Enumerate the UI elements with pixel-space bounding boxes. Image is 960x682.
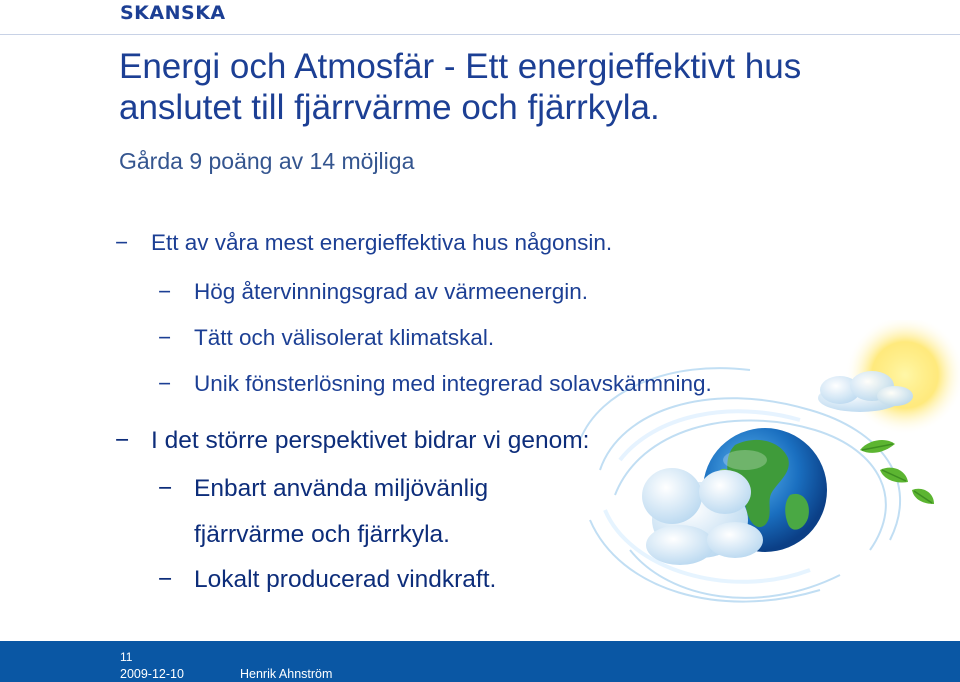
slide-title: Energi och Atmosfär - Ett energieffektivt hus anslutet till fjärrvärme och fjärrkyla. [119, 47, 802, 127]
list-item-text: Lokalt producerad vindkraft. [194, 566, 497, 593]
list-item-text: Ett av våra mest energieffektiva hus någonsin. [151, 230, 613, 255]
list-dash: − [115, 230, 129, 255]
footer-author: Henrik Ahnström [240, 667, 333, 681]
list-item [115, 230, 613, 256]
list-item [115, 427, 590, 455]
skanska-logo: SKANSKA [120, 2, 226, 24]
list-dash: − [158, 475, 173, 502]
list-item [158, 566, 497, 594]
list-item-text: I det större perspektivet bidrar vi genom: [151, 427, 590, 454]
list-item [158, 475, 489, 503]
globe-wind-icon [560, 320, 960, 640]
list-dash: − [158, 566, 173, 593]
list-dash: − [115, 427, 130, 454]
slide-subtitle: Gårda 9 poäng av 14 möjliga [119, 148, 415, 174]
footer-date: 2009-12-10 [120, 667, 184, 681]
list-dash: − [158, 325, 172, 350]
page-number: 11 [120, 650, 133, 664]
list-dash: − [158, 371, 172, 396]
list-item-text: Enbart använda miljövänlig [194, 475, 489, 502]
header-divider [0, 34, 960, 35]
list-item [158, 279, 588, 305]
list-item-text: Unik fönsterlösning med integrerad solavskärmning. [194, 371, 712, 396]
list-item-text: fjärrvärme och fjärrkyla. [194, 521, 450, 548]
list-item-text: Tätt och välisolerat klimatskal. [194, 325, 495, 350]
list-item [158, 325, 495, 351]
list-item-text: Hög återvinningsgrad av värmeenergin. [194, 279, 588, 304]
list-item [194, 521, 450, 549]
list-dash: − [158, 279, 172, 304]
list-item [158, 371, 712, 397]
